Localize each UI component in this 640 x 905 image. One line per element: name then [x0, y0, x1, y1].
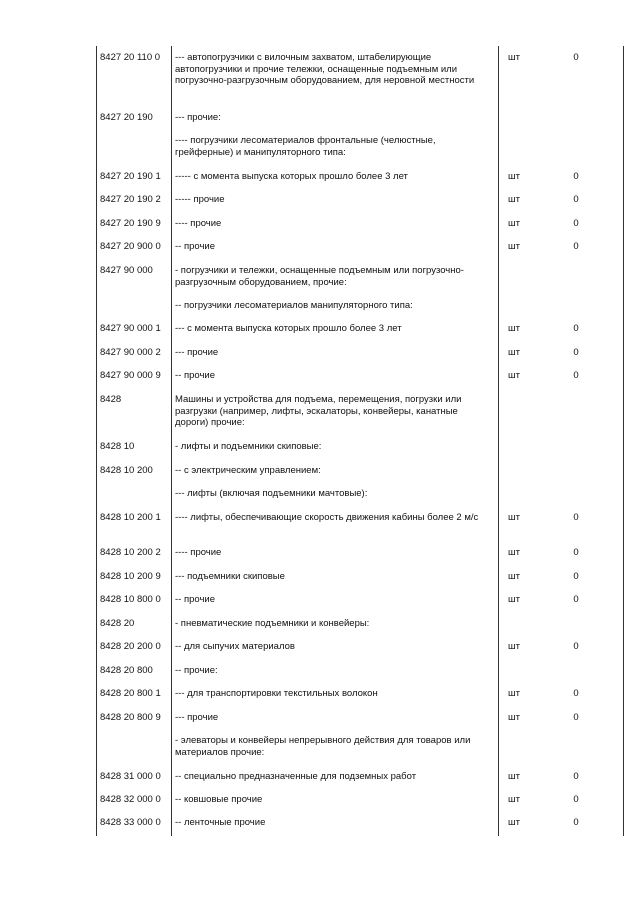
commodity-code: 8428	[100, 394, 122, 405]
commodity-code: 8428 20 800	[100, 665, 153, 676]
commodity-code: 8428 33 000 0	[100, 817, 161, 828]
commodity-description: ---- погрузчики лесоматериалов фронтальные (челюстные, грейферные) и манипуляторного типа:	[175, 135, 436, 158]
duty-rate: 0	[573, 794, 579, 805]
commodity-description: ---- лифты, обеспечивающие скорость движения кабины более 2 м/с	[175, 512, 479, 523]
commodity-description: - лифты и подъемники скиповые:	[175, 441, 322, 452]
commodity-code: 8427 90 000 2	[100, 347, 161, 358]
commodity-description: ---- прочие	[175, 218, 222, 229]
duty-rate: 0	[573, 688, 579, 699]
tariff-table	[96, 46, 624, 836]
commodity-description: -- для сыпучих материалов	[175, 641, 295, 652]
unit: шт	[508, 52, 520, 63]
unit: шт	[508, 571, 520, 582]
commodity-description: - пневматические подъемники и конвейеры:	[175, 618, 370, 629]
unit: шт	[508, 547, 520, 558]
unit: шт	[508, 712, 520, 723]
commodity-description: --- с момента выпуска которых прошло более 3 лет	[175, 323, 402, 334]
commodity-code: 8427 20 900 0	[100, 241, 161, 252]
commodity-code: 8428 10 200	[100, 465, 153, 476]
column-divider-code	[171, 46, 172, 836]
duty-rate: 0	[573, 571, 579, 582]
unit: шт	[508, 688, 520, 699]
commodity-code: 8428 10 200 9	[100, 571, 161, 582]
duty-rate: 0	[573, 370, 579, 381]
commodity-description: -- погрузчики лесоматериалов манипуляторного типа:	[175, 300, 413, 311]
unit: шт	[508, 641, 520, 652]
duty-rate: 0	[573, 712, 579, 723]
commodity-code: 8428 20 800 1	[100, 688, 161, 699]
commodity-description: -- прочие	[175, 594, 216, 605]
unit: шт	[508, 194, 520, 205]
column-divider-desc	[498, 46, 499, 836]
commodity-description: ---- прочие	[175, 547, 222, 558]
commodity-code: 8428 10	[100, 441, 135, 452]
duty-rate: 0	[573, 594, 579, 605]
commodity-code: 8428 10 200 1	[100, 512, 161, 523]
commodity-code: 8427 20 110 0	[100, 52, 161, 63]
commodity-code: 8428 10 200 2	[100, 547, 161, 558]
unit: шт	[508, 370, 520, 381]
duty-rate: 0	[573, 171, 579, 182]
unit: шт	[508, 171, 520, 182]
commodity-code: 8427 90 000	[100, 265, 153, 276]
commodity-description: -- ленточные прочие	[175, 817, 266, 828]
commodity-code: 8427 20 190	[100, 112, 153, 123]
commodity-code: 8428 31 000 0	[100, 771, 161, 782]
unit: шт	[508, 347, 520, 358]
commodity-description: - элеваторы и конвейеры непрерывного действия для товаров или материалов прочие:	[175, 735, 471, 758]
unit: шт	[508, 512, 520, 523]
commodity-code: 8427 20 190 9	[100, 218, 161, 229]
commodity-description: --- прочие	[175, 712, 219, 723]
commodity-code: 8427 20 190 2	[100, 194, 161, 205]
duty-rate: 0	[573, 547, 579, 558]
unit: шт	[508, 241, 520, 252]
duty-rate: 0	[573, 512, 579, 523]
commodity-description: ----- с момента выпуска которых прошло более 3 лет	[175, 171, 408, 182]
commodity-description: -- специально предназначенные для подземных работ	[175, 771, 417, 782]
commodity-code: 8427 90 000 1	[100, 323, 161, 334]
commodity-description: Машины и устройства для подъема, перемещения, погрузки или разгрузки (например, лифты, эскалаторы, конвейеры, канатные дороги) прочие:	[175, 394, 462, 428]
duty-rate: 0	[573, 241, 579, 252]
commodity-code: 8427 20 190 1	[100, 171, 161, 182]
unit: шт	[508, 323, 520, 334]
commodity-description: --- для транспортировки текстильных волокон	[175, 688, 378, 699]
unit: шт	[508, 794, 520, 805]
commodity-code: 8428 10 800 0	[100, 594, 161, 605]
commodity-description: - погрузчики и тележки, оснащенные подъемным или погрузочно-разгрузочным оборудованием, прочие:	[175, 265, 464, 288]
duty-rate: 0	[573, 323, 579, 334]
duty-rate: 0	[573, 52, 579, 63]
commodity-code: 8428 20 800 9	[100, 712, 161, 723]
commodity-code: 8428 32 000 0	[100, 794, 161, 805]
commodity-description: --- подъемники скиповые	[175, 571, 285, 582]
duty-rate: 0	[573, 218, 579, 229]
duty-rate: 0	[573, 194, 579, 205]
commodity-description: --- автопогрузчики с вилочным захватом, штабелирующие автопогрузчики и прочие тележки, оснащенные подъемным или погрузочно-разгрузочным оборудованием, для неровной местности	[175, 52, 475, 86]
commodity-description: -- ковшовые прочие	[175, 794, 263, 805]
unit: шт	[508, 594, 520, 605]
table-border-right	[623, 46, 624, 836]
commodity-description: -- прочие	[175, 370, 216, 381]
commodity-code: 8428 20	[100, 618, 135, 629]
commodity-code: 8427 90 000 9	[100, 370, 161, 381]
table-border-left	[96, 46, 97, 836]
commodity-description: --- прочие	[175, 347, 219, 358]
duty-rate: 0	[573, 641, 579, 652]
commodity-description: ----- прочие	[175, 194, 225, 205]
unit: шт	[508, 771, 520, 782]
unit: шт	[508, 218, 520, 229]
commodity-code: 8428 20 200 0	[100, 641, 161, 652]
commodity-description: --- прочие:	[175, 112, 221, 123]
duty-rate: 0	[573, 347, 579, 358]
commodity-description: --- лифты (включая подъемники мачтовые):	[175, 488, 368, 499]
duty-rate: 0	[573, 771, 579, 782]
duty-rate: 0	[573, 817, 579, 828]
unit: шт	[508, 817, 520, 828]
commodity-description: -- прочие:	[175, 665, 218, 676]
commodity-description: -- с электрическим управлением:	[175, 465, 321, 476]
commodity-description: -- прочие	[175, 241, 216, 252]
